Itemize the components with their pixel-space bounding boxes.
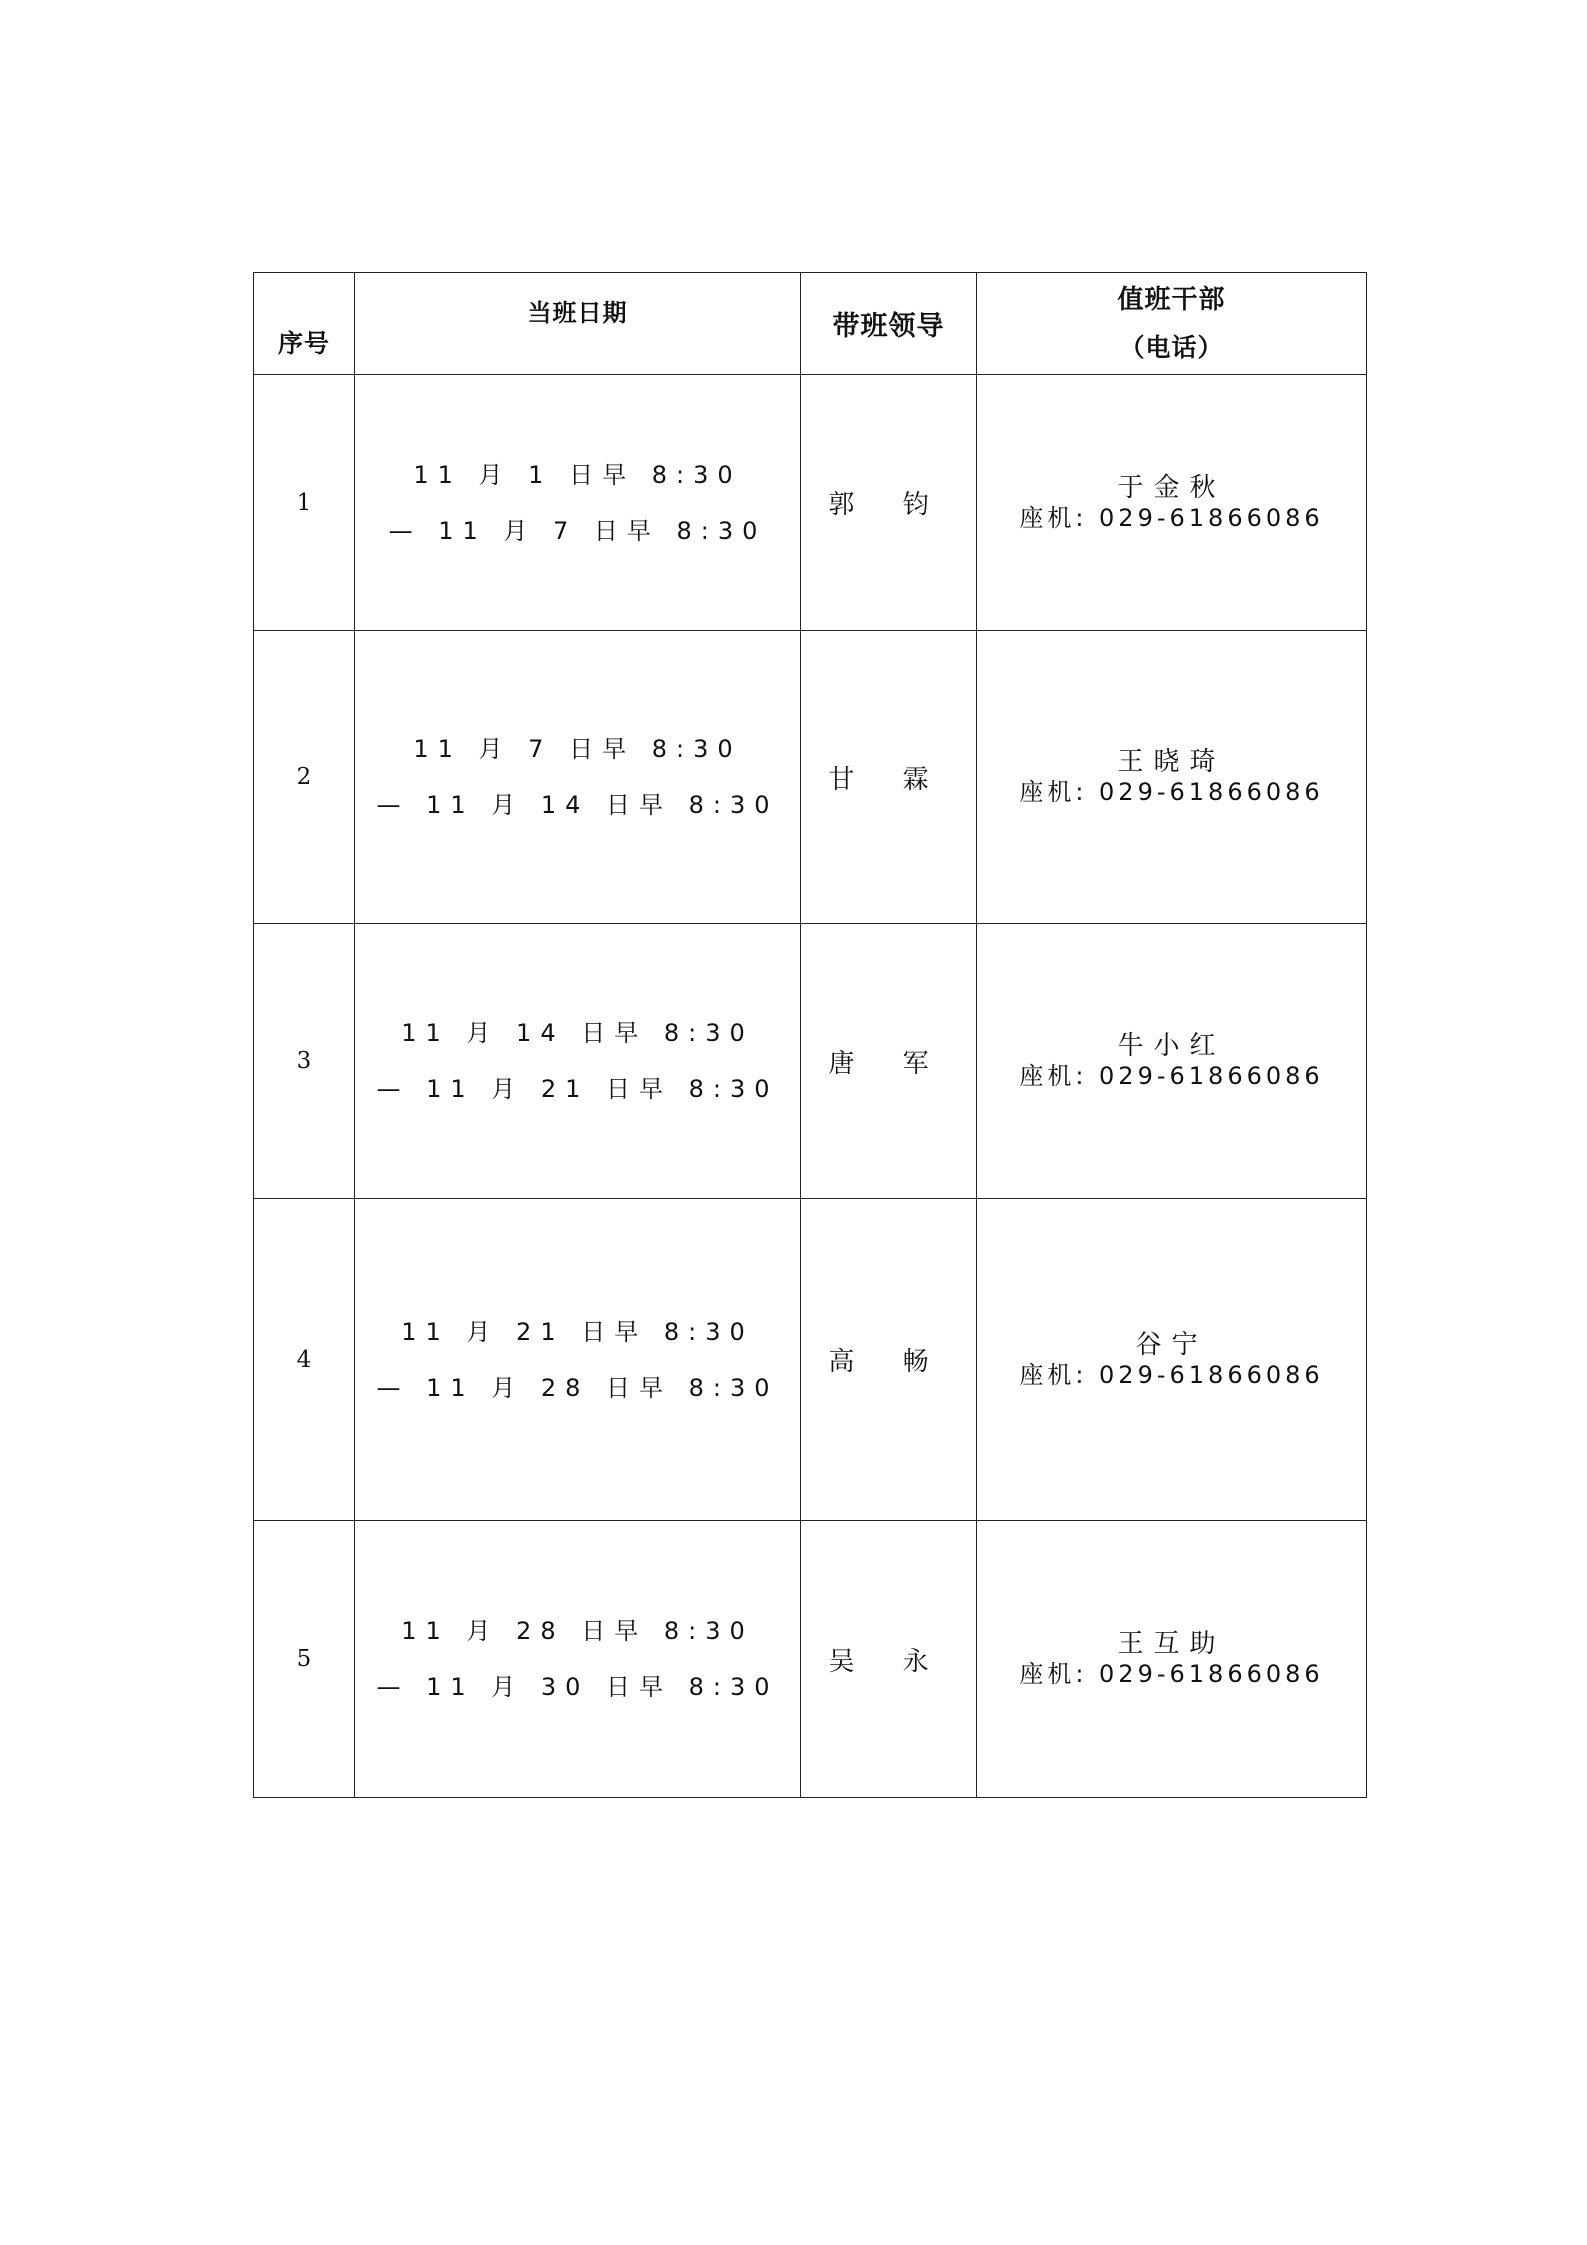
row-date-start: 11 月 7 日早 8:30: [413, 735, 742, 763]
row-date-start: 11 月 28 日早 8:30: [401, 1617, 754, 1645]
header-duty-phone: （电话）: [1119, 332, 1224, 362]
row-date: [355, 1199, 801, 1521]
table-row: [254, 1521, 1367, 1798]
row-date-end: — 11 月 14 日早 8:30: [376, 791, 779, 819]
row-seq: 3: [254, 924, 355, 1199]
row-duty-name: 王晓琦: [1117, 747, 1226, 777]
row-duty: [977, 1521, 1367, 1798]
table-header-row: [254, 273, 1367, 375]
row-leader: 甘 霖: [801, 631, 977, 924]
row-duty-name: 于金秋: [1117, 472, 1226, 503]
header-leader: 带班领导: [801, 273, 977, 375]
table-row: [254, 924, 1367, 1199]
row-duty: [977, 1199, 1367, 1521]
header-seq: 序号: [254, 273, 355, 375]
row-leader: 唐 军: [801, 924, 977, 1199]
row-duty: [977, 375, 1367, 631]
row-seq: 5: [254, 1521, 355, 1798]
row-date-start: 11 月 1 日早 8:30: [413, 460, 742, 489]
row-duty-name: 牛小红: [1117, 1031, 1226, 1061]
row-date: [355, 1521, 801, 1798]
row-duty-phone: 座机: 029-61866086: [1019, 503, 1324, 532]
row-date: [355, 631, 801, 924]
row-leader: 高 畅: [801, 1199, 977, 1521]
row-duty-phone: 座机: 029-61866086: [1019, 778, 1324, 806]
row-duty: [977, 631, 1367, 924]
row-leader: 郭 钧: [801, 375, 977, 631]
row-seq: 4: [254, 1199, 355, 1521]
row-date-end: — 11 月 30 日早 8:30: [376, 1673, 779, 1701]
table-row: [254, 1199, 1367, 1521]
row-date: [355, 375, 801, 631]
row-seq: 1: [254, 375, 355, 631]
row-date-start: 11 月 14 日早 8:30: [401, 1019, 754, 1047]
row-date-end: — 11 月 7 日早 8:30: [388, 516, 767, 545]
row-date: [355, 924, 801, 1199]
row-date-start: 11 月 21 日早 8:30: [401, 1317, 754, 1346]
row-duty: [977, 924, 1367, 1199]
row-duty-name: 王互助: [1117, 1629, 1226, 1659]
row-duty-phone: 座机: 029-61866086: [1019, 1660, 1324, 1688]
header-duty: [977, 273, 1367, 375]
table-row: [254, 631, 1367, 924]
row-duty-phone: 座机: 029-61866086: [1019, 1062, 1324, 1090]
row-duty-phone: 座机: 029-61866086: [1019, 1360, 1324, 1389]
row-date-end: — 11 月 21 日早 8:30: [376, 1075, 779, 1103]
header-date: 当班日期: [355, 273, 801, 375]
row-date-end: — 11 月 28 日早 8:30: [376, 1373, 779, 1402]
row-leader: 吴 永: [801, 1521, 977, 1798]
row-duty-name: 谷宁: [1135, 1329, 1208, 1360]
row-seq: 2: [254, 631, 355, 924]
duty-schedule-table: [253, 272, 1367, 1798]
header-duty-title: 值班干部: [1117, 284, 1226, 315]
table-row: [254, 375, 1367, 631]
